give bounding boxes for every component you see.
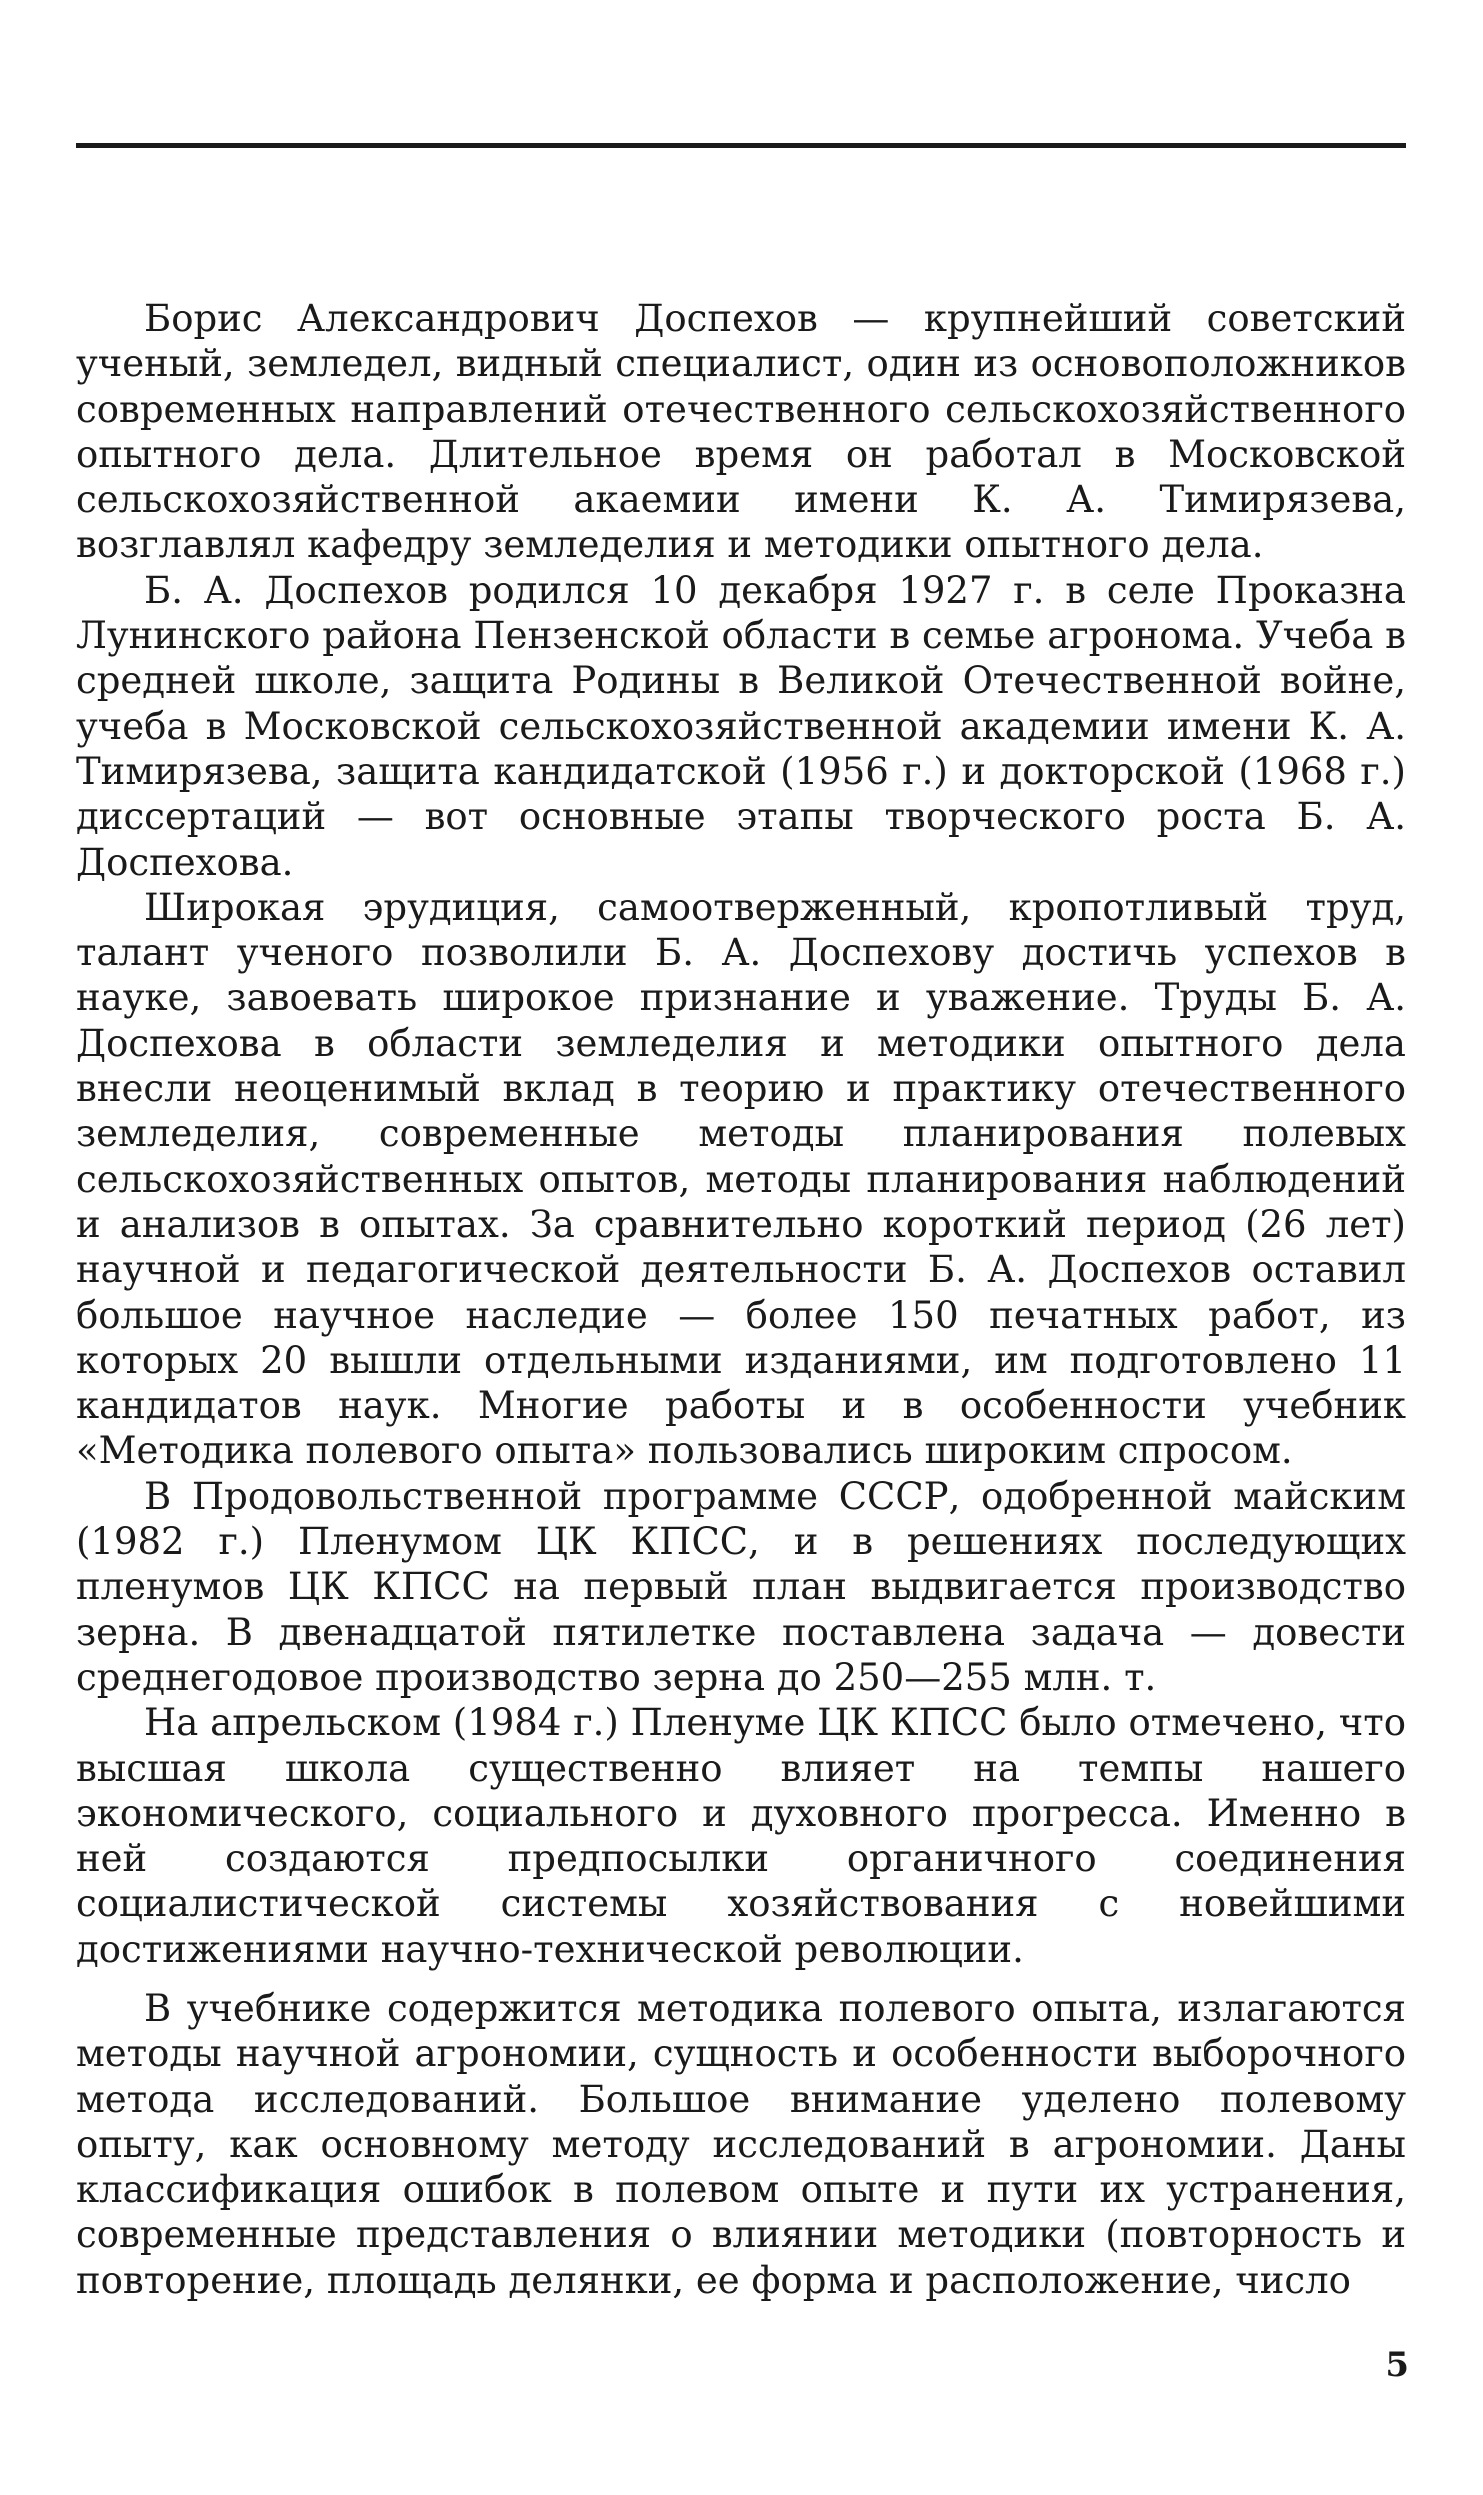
page-number: 5 — [1385, 2345, 1409, 2385]
body-text — [76, 296, 1406, 2303]
paragraph-food-program: В Продовольственной программе СССР, одобренной майским (1982 г.) Пленумом ЦК КПСС, и в решениях последующих пленумов ЦК КПСС на первый план выдвигается производство зерна. В двенадцатой пятилетке поставлена задача — довести среднегодовое производство зерна до 250—255 млн. т. — [76, 1474, 1406, 1699]
paragraph-textbook-content: В учебнике содержится методика полевого опыта, излагаются методы научной агрономии, сущность и особенности выборочного метода исследований. Большое внимание уделено полевому опыту, как основному методу исследований в агрономии. Даны классификация ошибок в полевом опыте и пути их устранения, современные представления о влиянии методики (повторность и повторение, площадь делянки, ее форма и расположение, число — [76, 1986, 1406, 2302]
top-rule — [76, 143, 1406, 148]
paragraph-biography-life: Б. А. Доспехов родился 10 декабря 1927 г. в селе Проказна Лунинского района Пензенской области в семье агронома. Учеба в средней школе, защита Родины в Великой Отечественной войне, учеба в Московской сельскохозяйственной академии имени К. А. Тимирязева, защита кандидатской (1956 г.) и докторской (1968 г.) диссертаций — вот основные этапы творческого роста Б. А. Доспехова. — [76, 568, 1406, 884]
paragraph-biography-intro: Борис Александрович Доспехов — крупнейший советский ученый, земледел, видный специалист, один из основоположников современных направлений отечественного сельскохозяйственного опытного дела. Длительное время он работал в Московской сельскохозяйственной акаемии имени К. А. Тимирязева, возглавлял кафедру земледелия и методики опытного дела. — [76, 297, 1406, 567]
paragraph-scientific-legacy: Широкая эрудиция, самоотверженный, кропотливый труд, талант ученого позволили Б. А. Доспехову достичь успехов в науке, завоевать широкое признание и уважение. Труды Б. А. Доспехова в области земледелия и методики опытного дела внесли неоценимый вклад в теорию и практику отечественного земледелия, современные методы планирования полевых сельскохозяйственных опытов, методы планирования наблюдений и анализов в опытах. За сравнительно короткий период (26 лет) научной и педагогической деятельности Б. А. Доспехов оставил большое научное наследие — более 150 печатных работ, из которых 20 вышли отдельными изданиями, им подготовлено 11 кандидатов наук. Многие работы и в особенности учебник «Методика полевого опыта» пользовались широким спросом. — [76, 885, 1406, 1473]
paragraph-april-plenum: На апрельском (1984 г.) Пленуме ЦК КПСС было отмечено, что высшая школа существенно влияет на темпы нашего экономического, социального и духовного прогресса. Именно в ней создаются предпосылки органичного соединения социалистической системы хозяйствования с новейшими достижениями научно-технической революции. — [76, 1701, 1406, 1971]
